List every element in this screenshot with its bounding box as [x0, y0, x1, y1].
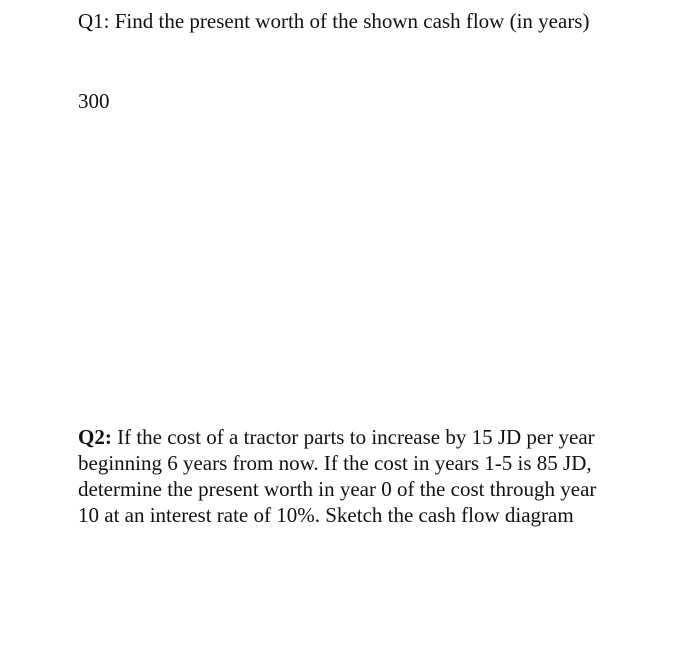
question-2-text: [78, 424, 603, 528]
question-2-body: If the cost of a tractor parts to increase by 15 JD per year beginning 6 years from now. If the cost in years 1-5 is 85 JD, determine the present worth in year 0 of the cost through year 10 at an interest rate of 10%. Sketch the cash flow diagram: [78, 425, 597, 527]
question-1-text: Q1: Find the present worth of the shown cash flow (in years): [78, 9, 590, 33]
question-1-cash-value: 300: [78, 89, 110, 113]
question-2-label: Q2:: [78, 425, 112, 449]
